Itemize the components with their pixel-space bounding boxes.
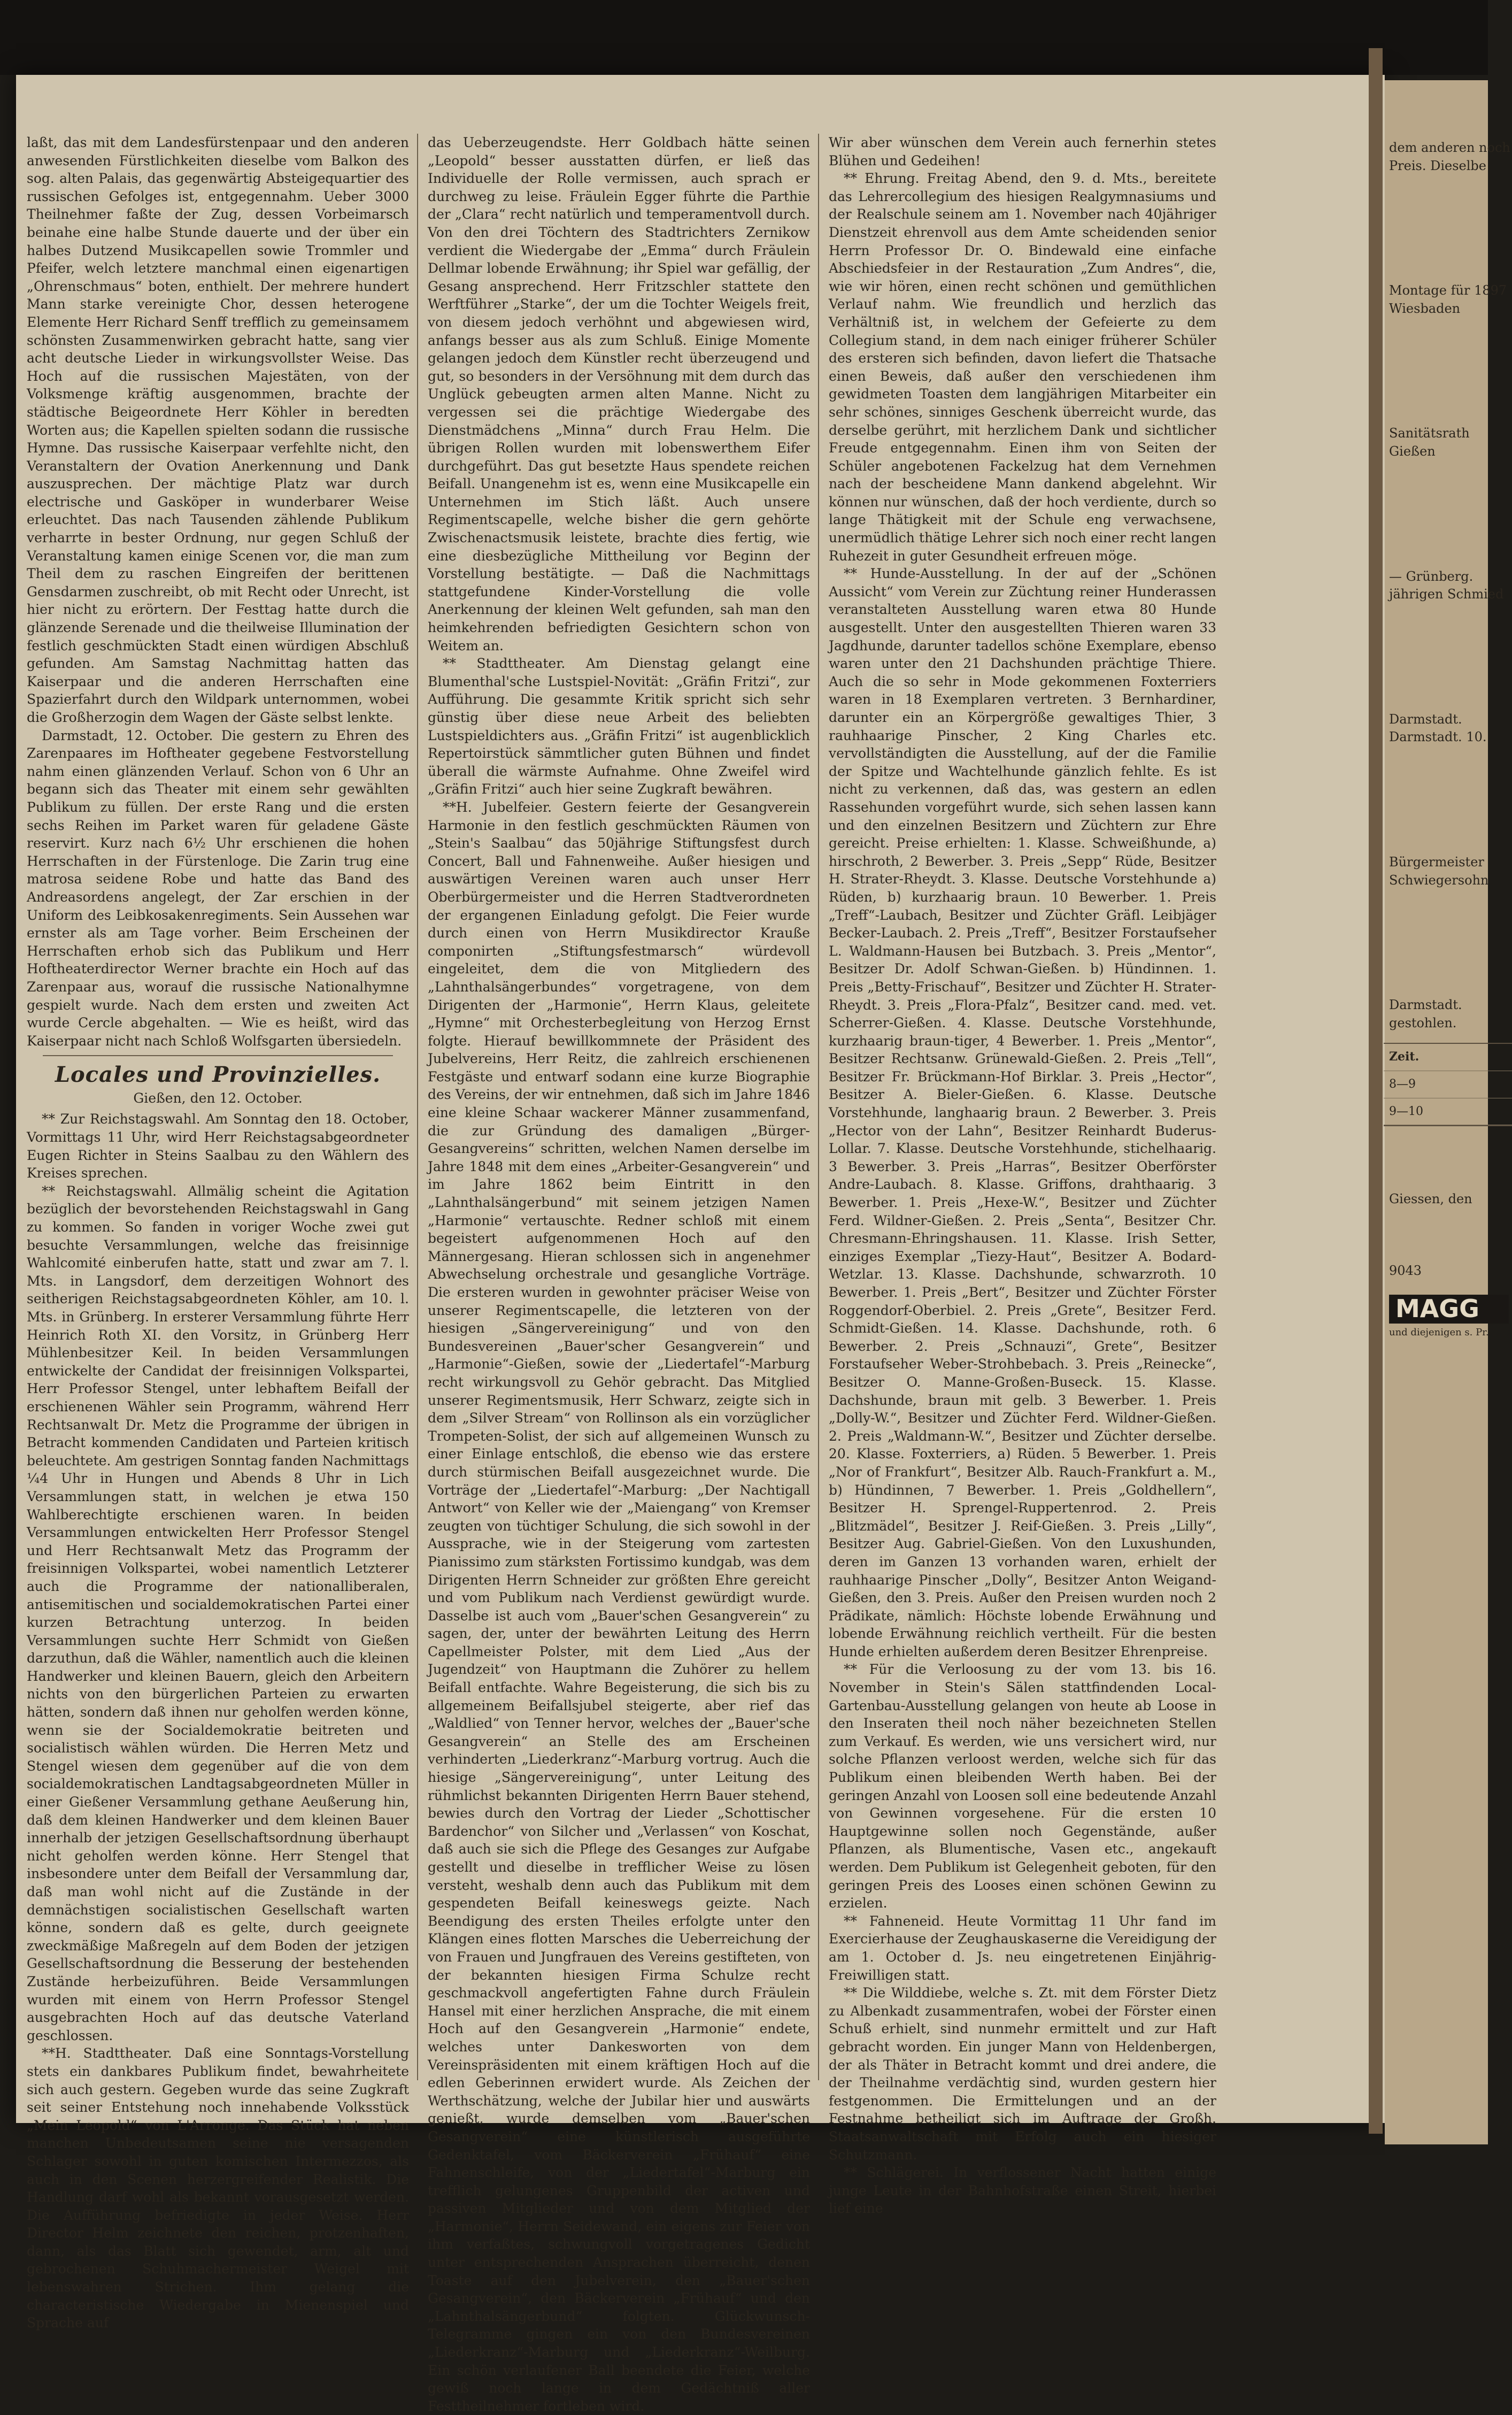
- table-row: 8—9: [1384, 1071, 1512, 1098]
- adjacent-line: Schwiegersohn: [1389, 872, 1489, 888]
- article-schlaegerei: ** Schlägerei. In verflossener Nacht hatten einige junge Leute in der Bahnhofstraße einen Streit, hierbei lief eine: [829, 2165, 1216, 2217]
- adjacent-line: — Grünberg.: [1389, 568, 1474, 584]
- article-darmstadt-festvorstellung: Darmstadt, 12. October. Die gestern zu Ehren des Zarenpaares im Hoftheater gegebene Festvorstellung nahm einen glänzenden Verlauf. Schon von 6 Uhr an begann sich das Theater mit einem sehr gewählten Publikum zu füllen. Der erste Rang und die ersten sechs Reihen im Parket waren für geladene Gäste reservirt. Kurz nach 6½ Uhr erschienen die hohen Herrschaften in der Fürstenloge. Die Zarin trug eine matrosa seidene Robe und hatte das Band des Andreasordens angelegt, der Zar erschien in der Uniform des Leibkosakenregiments. Sein Aussehen war ernster als am Tage vorher. Beim Erscheinen der Herrschaften erhob sich das Publikum und Herr Hoftheaterdirector Werner brachte ein Hoch auf das Zarenpaar aus, worauf die russische Nationalhymne gespielt wurde. Nach dem ersten und zweiten Act wurde Cercle abgehalten. — Wie es heißt, wird das Kaiserpaar nicht nach Schloß Wolfsgarten übersiedeln.: [27, 727, 409, 1049]
- article-hunde-ausstellung: ** Hunde-Ausstellung. In der auf der „Schönen Aussicht“ vom Verein zur Züchtung reiner Hunderassen veranstalteten Ausstellung waren etwa 80 Hunde ausgestellt. Unter den ausgestellten Thieren waren 33 Jagdhunde, darunter tadellos schöne Exemplare, ebenso waren unter den 21 Dachshunden prächtige Thiere. Auch die so sehr in Mode gekommenen Foxterriers waren in 18 Exemplaren vertreten. 3 Bernhardiner, darunter ein an Körpergröße gewaltiges Thier, 3 rauhhaarige Pinscher, 2 King Charles etc. vervollständigten die Ausstellung, auf der die Familie der Spitze und Wachtelhunde gänzlich fehlte. Es ist nicht zu verkennen, daß das, was gestern an edlen Rassehunden vorgeführt wurde, sich sehen lassen kann und den einzelnen Besitzern und Züchtern zur Ehre gereicht. Preise erhielten: 1. Klasse. Schweißhunde, a) hirschroth, 2 Bewerber. 3. Preis „Sepp“ Rüde, Besitzer H. Strater-Rheydt. 3. Klasse. Deutsche Vorstehhunde a) Rüden, b) kurzhaarig braun. 10 Bewerber. 1. Preis „Treff“-Laubach, Besitzer und Züchter Gräfl. Leibjäger Becker-Laubach. 2. Preis „Treff“, Besitzer Forstaufseher L. Waldmann-Hausen bei Butzbach. 3. Preis „Mentor“, Besitzer Dr. Adolf Schwan-Gießen. b) Hündinnen. 1. Preis „Betty-Frischauf“, Besitzer und Züchter H. Strater-Rheydt. 3. Preis „Flora-Pfalz“, Besitzer cand. med. vet. Scherrer-Gießen. 4. Klasse. Deutsche Vorstehhunde, kurzhaarig braun-tiger, 4 Bewerber. 1. Preis „Mentor“, Besitzer Rechtsanw. Grünewald-Gießen. 2. Preis „Tell“, Besitzer Fr. Brückmann-Hof Birklar. 3. Preis „Hector“, Besitzer A. Bieler-Gießen. 6. Klasse. Deutsche Vorstehhunde, langhaarig braun. 2 Bewerber. 3. Preis „Hector von der Lahn“, Besitzer Reinhardt Buderus-Lollar. 7. Klasse. Deutsche Vorstehhunde, stichelhaarig. 3 Bewerber. 3. Preis „Harras“, Besitzer Oberförster Andre-Laubach. 8. Klasse. Griffons, drahthaarig. 3 Bewerber. 1. Preis „Hexe-W.“, Besitzer und Züchter Ferd. Wildner-Gießen. 2. Preis „Senta“, Besitzer Chr. Chresmann-Ehringshausen. 11. Klasse. Irish Setter, einziges Exemplar „Tiezy-Haut“, Besitzer A. Bodard-Wetzlar. 13. Klasse. Dachshunde, schwarzroth. 10 Bewerber. 1. Preis „Bert“, Besitzer und Züchter Förster Roggendorf-Oberbiel. 2. Preis „Grete“, Besitzer Ferd. Schmidt-Gießen. 14. Klasse. Dachshunde, roth. 6 Bewerber. 2. Preis „Schnauzi“, Grete“, Besitzer Forstaufseher Weber-Strohbebach. 3. Preis „Reinecke“, Besitzer O. Manne-Großen-Buseck. 15. Klasse. Dachshunde, braun mit gelb. 3 Bewerber. 1. Preis „Dolly-W.“, Besitzer und Züchter Ferd. Wildner-Gießen. 2. Preis „Waldmann-W.“, Besitzer und Züchter derselbe. 20. Klasse. Foxterriers, a) Rüden. 5 Bewerber. 1. Preis „Nor of Frankfurt“, Besitzer Alb. Rauch-Frankfurt a. M., b) Hündinnen, 7 Bewerber. 1. Preis „Goldhellern“, Besitzer H. Sprengel-Ruppertenrod. 2. Preis „Blitzmädel“, Besitzer J. Reif-Gießen. 3. Preis „Lilly“, Besitzer Aug. Gabriel-Gießen. Von den Luxushunden, deren im Ganzen 13 vorhanden waren, erhielt der rauhhaarige Pinscher „Dolly“, Besitzer Anton Weigand-Gießen, den 3. Preis. Außer den Preisen wurden noch 2 Prädikate, nämlich: Höchste lobende Erwähnung und lobende Erwähnung reichlich vertheilt. Für die besten Hunde erhielten außerdem deren Besitzer Ehrenpreise.: [829, 566, 1216, 1659]
- adjacent-page: [1385, 80, 1510, 2144]
- column-rule: [818, 134, 819, 2080]
- column-2: [428, 134, 810, 2415]
- table-row: 9—10: [1384, 1098, 1512, 1126]
- brand-advertisement: MAGG: [1389, 1295, 1509, 1324]
- article-stadttheater-leopold: **H. Stadttheater. Daß eine Sonntags-Vorstellung stets ein dankbares Publikum findet, bewahrheitete sich auch gestern. Gegeben wurde das seine Zugkraft seit seiner Entstehung noch innehabende Volksstück „Mein Leopold“ von L'Arronge. Das Stück hat neben manchen Unbedeutsamen seine nie versagenden Schlager sowohl in guten komischen Intermezzos, als auch in den Scenen herzergreifender Realistik. Die Handlung darf wohl als bekannt vorausgesetzt werden. Die Aufführung befriedigte in jeder Weise. Herr Director Helm zeichnete den reichen, protzenhaften, dann, als das Blatt sich gewendet, arm, alt und gebrochenen Schuhmachermeister Weigel mit lebenswahren Strichen. Ihm gelang die characteristische Wiedergabe in Mienenspiel und Sprache auf: [27, 2045, 409, 2331]
- brand-subtitle: und diejenigen s. Pr.: [1389, 1326, 1489, 1338]
- adjacent-line: Darmstadt.: [1389, 997, 1462, 1013]
- footnote-number: 9043: [1389, 1263, 1422, 1278]
- adjacent-line: jährigen Schmied: [1389, 587, 1504, 602]
- adjacent-line: Giessen, den: [1389, 1191, 1472, 1207]
- book-gutter: [1369, 48, 1383, 2134]
- column-rule: [417, 134, 418, 2080]
- adjacent-page-text: [1389, 139, 1510, 1341]
- table-header: Zeit.: [1384, 1044, 1512, 1071]
- article-reichstagswahl-notice: ** Zur Reichstagswahl. Am Sonntag den 18. October, Vormittags 11 Uhr, wird Herr Reichstagsabgeordneter Eugen Richter in Steins Saalbau zu den Wählern des Kreises sprechen.: [27, 1111, 409, 1181]
- adjacent-line: Gießen: [1389, 443, 1436, 459]
- newspaper-page: [16, 75, 1385, 2414]
- article-theater-continued: das Ueberzeugendste. Herr Goldbach hätte seinen „Leopold“ besser ausstatten dürfen, er ließ das Individuelle der Rolle vermissen, auch sprach er durchweg zu leise. Fräulein Egger führte die Parthie der „Clara“ recht natürlich und temperamentvoll durch. Von den drei Töchtern des Stadtrichters Zernikow verdient die Wiedergabe der „Emma“ durch Fräulein Dellmar lobende Erwähnung; ihr Spiel war gefällig, der Gesang ansprechend. Herr Fritzschler stattete den Werftführer „Starke“, der um die Tochter Weigels freit, von diesem jedoch verhöhnt und abgewiesen wird, anfangs besser aus als zum Schluß. Einige Momente gelangen jedoch dem Künstler recht überzeugend und gut, so besonders in der Versöhnung mit dem durch das Unglück gebeugten armen alten Manne. Nicht zu vergessen sei die prächtige Wiedergabe des Dienstmädchens „Minna“ durch Frau Helm. Die übrigen Rollen wurden mit lobenswerthem Eifer durchgeführt. Das gut besetzte Haus spendete reichen Beifall. Unangenehm ist es, wenn eine Musikcapelle ein Unternehmen im Stich läßt. Auch unsere Regimentscapelle, welche bisher die gern gehörte Zwischenactsmusik leistete, brachte dies fertig, wie eine diesbezügliche Mittheilung vor Beginn der Vorstellung bestätigte. — Daß die Nachmittags stattgefundene Kinder-Vorstellung die volle Anerkennung der kleinen Welt gefunden, sah man den heimkehrenden befriedigten Gesichtern schon von Weitem an.: [428, 135, 810, 653]
- article-wilddiebe: ** Die Wilddiebe, welche s. Zt. mit dem Förster Dietz zu Albenkadt zusammentrafen, wobei der Förster einen Schuß erhielt, sind nunmehr ermittelt und zur Haft gebracht worden. Ein junger Mann von Heldenbergen, der als Thäter in Betracht kommt und drei andere, die der Theilnahme verdächtig sind, wurden gestern hier festgenommen. Die Ermittelungen und an der Festnahme betheiligt sich im Auftrage der Großh. Staatsanwaltschaft mit Erfolg auch ein hiesiger Schutzmann.: [829, 1985, 1216, 2163]
- article-zar-serenade: laßt, das mit dem Landesfürstenpaar und den anderen anwesenden Fürstlichkeiten dieselbe vom Balkon des sog. alten Palais, das gegenwärtig Absteigequartier des russischen Gefolges ist, entgegennahm. Ueber 3000 Theilnehmer faßte der Zug, dessen Vorbeimarsch beinahe eine halbe Stunde dauerte und der über ein halbes Dutzend Musikcapellen sowie Trommler und Pfeifer, welch letztere manchmal einen eigenartigen „Ohrenschmaus“ boten, enthielt. Der mehrere hundert Mann starke vereinigte Chor, dessen heterogene Elemente Herr Richard Senff trefflich zu gemeinsamem schönsten Zusammenwirken gebracht hatte, sang vier acht deutsche Lieder in wirkungsvollster Weise. Das Hoch auf die russischen Majestäten, von der Volksmenge kräftig ausgenommen, brachte der städtische Beigeordnete Herr Köhler in beredten Worten aus; die Kapellen spielten sodann die russische Hymne. Das russische Kaiserpaar verfehlte nicht, den Veranstaltern der Ovation Anerkennung und Dank auszusprechen. Der mächtige Platz war durch electrische und Gasköper in wunderbarer Weise erleuchtet. Das nach Tausenden zählende Publikum verharrte in bester Ordnung, nur gegen Schluß der Veranstaltung kamen einige Scenen vor, die man zum Theil dem zu raschen Eingreifen der berittenen Gensdarmen zuschreibt, ob mit Recht oder Unrecht, ist hier nicht zu erörtern. Der Festtag hatte durch die glänzende Serenade und die theilweise Illumination der festlich geschmückten Stadt einen würdigen Abschluß gefunden. Am Samstag Nachmittag hatten das Kaiserpaar und die anderen Herrschaften eine Spazierfahrt durch den Wildpark unternommen, wobei die Großherzogin dem Wagen der Gäste selbst lenkte.: [27, 135, 409, 725]
- article-ehrung: ** Ehrung. Freitag Abend, den 9. d. Mts., bereitete das Lehrercollegium des hiesigen Realgymnasiums und der Realschule seinem am 1. November nach 40jähriger Dienstzeit ehrenvoll aus dem Amte scheidenden senior Herrn Professor Dr. O. Bindewald eine einfache Abschiedsfeier in der Restauration „Zum Andres“, die, wie wir hören, einen recht schönen und gemüthlichen Verlauf nahm. Wie freundlich und herzlich das Verhältniß ist, in welchem der Gefeierte zu dem Collegium stand, in dem nach einiger früherer Schüler des ersteren sich befinden, davon liefert die Thatsache einen Beweis, daß außer den verschiedenen ihm gewidmeten Toasten dem langjährigen Mitarbeiter ein sehr schönes, sinniges Geschenk überreicht wurde, das derselbe gerührt, mit herzlichem Dank und sichtlicher Freude entgegennahm. Einen ihm von Seiten der Schüler angebotenen Fackelzug hat dem Vernehmen nach der bescheidene Mann dankend abgelehnt. Wir können nur wünschen, daß der hoch verdiente, durch so lange Thätigkeit mit der Schule eng verwachsene, unermüdlich thätige Lehrer sich noch einer recht langen Ruhezeit in guter Gesundheit erfreuen möge.: [829, 171, 1216, 564]
- dateline: Gießen, den 12. October.: [133, 1090, 303, 1106]
- article-stadttheater-graefin-fritzi: ** Stadttheater. Am Dienstag gelangt eine Blumenthal'sche Lustspiel-Novität: „Gräfin Fritzi“, zur Aufführung. Die gesammte Kritik spricht sich sehr günstig über diese neue Arbeit des beliebten Lustspieldichters aus. „Gräfin Fritzi“ ist augenblicklich Repertoirstück sämmtlicher guten Bühnen und findet überall die wärmste Aufnahme. Ohne Zweifel wird „Gräfin Fritzi“ auch hier seine Zugkraft bewähren.: [428, 656, 810, 797]
- adjacent-line: Preis. Dieselbe: [1389, 158, 1486, 173]
- schedule-table: [1384, 1043, 1512, 1126]
- scan-top-border: [0, 0, 1488, 75]
- adjacent-line: Darmstadt. 10.: [1389, 729, 1487, 745]
- article-jubelfeier: **H. Jubelfeier. Gestern feierte der Gesangverein Harmonie in den festlich geschmückten Räumen von „Stein's Saalbau“ das 50jährige Stiftungsfest durch Concert, Ball und Fahnenweihe. Außer hiesigen und auswärtigen Vereinen waren auch unser Herr Oberbürgermeister und die Herren Stadtverordneten der ergangenen Einladung gefolgt. Die Feier wurde durch einen von Herrn Musikdirector Krauße componirten „Stiftungsfestmarsch“ würdevoll eingeleitet, dem die von Mitgliedern des „Lahnthalsängerbundes“ vorgetragene, von dem Dirigenten der „Harmonie“, Herrn Klaus, geleitete „Hymne“ mit Orchesterbegleitung von Herzog Ernst folgte. Hierauf bewillkommnete der Präsident des Jubelvereins, Herr Reitz, die zahlreich erschienenen Festgäste und entwarf sodann eine kurze Biographie des Vereins, der wir entnehmen, daß sich im Jahre 1846 eine kleine Schaar wackerer Männer zusammenfand, die zur Gründung des damaligen „Bürger-Gesangvereins“ schritten, welchen Namen derselbe im Jahre 1848 mit dem eines „Arbeiter-Gesangverein“ und im Jahre 1862 beim Eintritt in den „Lahnthalsängerbund“ mit seinem jetzigen Namen „Harmonie“ vertauschte. Redner schloß mit einem begeistert aufgenommenen Hoch auf den Männergesang. Hieran schlossen sich in angenehmer Abwechselung orchestrale und gesangliche Vorträge. Die ersteren wurden in gewohnter präciser Weise von unserer Regimentscapelle, die letzteren von der hiesigen „Sängervereinigung“ und von den Bundesvereinen „Bauer'scher Gesangverein“ und „Harmonie“-Gießen, sowie der „Liedertafel“-Marburg recht wirkungsvoll zu Gehör gebracht. Das Mitglied unserer Regimentsmusik, Herr Schwarz, zeigte sich in dem „Silver Stream“ von Rollinson als ein vorzüglicher Trompeten-Solist, der sich auf allgemeinen Wunsch zu einer Einlage entschloß, die ebenso wie das erstere durch stürmischen Beifall ausgezeichnet wurde. Die Vorträge der „Liedertafel“-Marburg: „Der Nachtigall Antwort“ von Keller wie der „Maiengang“ von Kremser zeugten von tüchtiger Schulung, die sich sowohl in der Aussprache, wie in der Steigerung vom zartesten Pianissimo zum stärksten Fortissimo kundgab, was dem Dirigenten Herrn Schneider zur größten Ehre gereicht und vom Publikum nach Verdienst gewürdigt wurde. Dasselbe ist auch vom „Bauer'schen Gesangverein“ zu sagen, der, unter der bewährten Leitung des Herrn Capellmeister Polster, mit dem Lied „Aus der Jugendzeit“ von Hauptmann die Zuhörer zu hellem Beifall entfachte. Wahre Begeisterung, die sich bis zu allgemeinem Beifallsjubel steigerte, aber rief das „Waldlied“ von Tenner hervor, welches der „Bauer'sche Gesangverein“ an Stelle des am Erscheinen verhinderten „Liederkranz“-Marburg vortrug. Auch die hiesige „Sängervereinigung“, unter Leitung des rühmlichst bekannten Dirigenten Herrn Bauer stehend, bewies durch den Vortrag der Lieder „Schottischer Bardenchor“ von Silcher und „Verlassen“ von Koschat, daß auch sie sich die Pflege des Gesanges zur Aufgabe gestellt und dieselbe in trefflicher Weise zu lösen versteht, weshalb denn auch das Publikum mit dem gespendeten Beifall keineswegs geizte. Nach Beendigung des ersten Theiles erfolgte unter den Klängen eines flotten Marsches die Ueberreichung der von Frauen und Jungfrauen des Vereins gestifteten, von der bekannten hiesigen Firma Schulze recht geschmackvoll angefertigten Fahne durch Fräulein Hansel mit einer herzlichen Ansprache, die mit einem Hoch auf den Gesangverein „Harmonie“ endete, welches unter Dankesworten von dem Vereinspräsidenten mit einem kräftigen Hoch auf die edlen Geberinnen erwidert wurde. Als Zeichen der Werthschätzung, welche der Jubilar hier und auswärts genießt, wurde demselben vom „Bauer'schen Gesangverein“ eine künstlerisch ausgeführte Gedenktafel, vom Bäckerverein „Frühauf“ eine Fahnenschleife, von der „Liedertafel“-Marburg ein trefflich gelungenes Gruppenbild der activen und passiven Mitglieder und von dem Mitglied der „Harmonie“, Herrn Seidewand, ein eigens zur Feier von ihm verfaßtes, schwungvoll vorgetragenes Gedicht unter entsprechenden Ansprachen überreicht, denen Toaste auf den Jubelverein, den „Bauer'schen Gesangverein“, den Bäckerverein „Frühauf“ und den „Lahnthalsängerbund“ folgten. Glückwunsch-Telegramme gingen ein von den Bundesvereinen „Liederkranz“-Marburg und „Liederkranz“-Weilburg. Ein schön verlaufener Ball beendete die Feier, welche gewiß noch lange in dem Gedächtniß aller Festtheilnehmer fortleben wird.: [428, 799, 810, 2414]
- column-1: [27, 134, 409, 2332]
- article-jubelfeier-end: Wir aber wünschen dem Verein auch fernerhin stetes Blühen und Gedeihen!: [829, 135, 1216, 168]
- article-verloosung: ** Für die Verloosung zu der vom 13. bis 16. November in Stein's Sälen stattfindenden Local-Gartenbau-Ausstellung gelangen von heute ab Loose in den Inseraten theil noch näher bezeichneten Stellen zum Verkauf. Es werden, wie uns versichert wird, nur solche Pflanzen verloost werden, welche sich für das Publikum einen bleibenden Werth haben. Bei der geringen Anzahl von Loosen soll eine bedeutende Anzahl von Gewinnen vorgesehene. Für die ersten 10 Hauptgewinne sollen noch Gegenstände, außer Pflanzen, als Blumentische, Vasen etc., angekauft werden. Dem Publikum ist Gelegenheit geboten, für den geringen Preis des Looses einen schönen Gewinn zu erzielen.: [829, 1662, 1216, 1911]
- section-title: Locales und Provinzielles.: [55, 1062, 381, 1088]
- adjacent-line: Wiesbaden: [1389, 301, 1461, 316]
- section-divider: [43, 1055, 393, 1056]
- adjacent-line: gestohlen.: [1389, 1015, 1457, 1030]
- article-fahneneid: ** Fahneneid. Heute Vormittag 11 Uhr fand im Exercierhause der Zeughauskaserne die Vereidigung der am 1. October d. Js. neu eingetretenen Einjährig-Freiwilligen statt.: [829, 1913, 1216, 1983]
- adjacent-line: dem anderen noch: [1389, 140, 1510, 155]
- adjacent-line: Sanitätsrath: [1389, 426, 1470, 441]
- adjacent-line: Bürgermeister: [1389, 854, 1484, 870]
- adjacent-line: Montage für 1897: [1389, 283, 1507, 298]
- article-reichstagswahl: ** Reichstagswahl. Allmälig scheint die Agitation bezüglich der bevorstehenden Reichstagswahl in Gang zu kommen. So fanden in voriger Woche zwei gut besuchte Versammlungen, welche das freisinnige Wahlcomité einberufen hatte, statt und zwar am 7. l. Mts. in Langsdorf, dem derzeitigen Wohnort des seitherigen Reichstagsabgeordneten Köhler, am 10. l. Mts. in Grünberg. In ersterer Versammlung führte Herr Heinrich Roth XI. den Vorsitz, in Grünberg Herr Mühlenbesitzer Keil. In beiden Versammlungen entwickelte der Candidat der freisinnigen Volkspartei, Herr Professor Stengel, unter lebhaftem Beifall der erschienenen Wähler sein Programm, während Herr Rechtsanwalt Dr. Metz die Programme der übrigen in Betracht kommenden Candidaten und Parteien kritisch beleuchtete. Am gestrigen Sonntag fanden Nachmittags ¼4 Uhr in Hungen und Abends 8 Uhr in Lich Versammlungen statt, in welchen je etwa 150 Wahlberechtigte erschienen waren. In beiden Versammlungen entwickelten Herr Professor Stengel und Herr Rechtsanwalt Metz das Programm der freisinnigen Volkspartei, wobei namentlich Letzterer auch die Programme der nationalliberalen, antisemitischen und socialdemokratischen Partei einer kurzen Betrachtung unterzog. In beiden Versammlungen suchte Herr Schmidt von Gießen darzuthun, daß die Wähler, namentlich auch die kleinen Handwerker und kleinen Bauern, gleich den Arbeitern nichts von den bürgerlichen Parteien zu erwarten hätten, sondern daß ihnen nur geholfen werden könne, wenn sie der Socialdemokratie beitreten und socialistisch wählen würden. Die Herren Metz und Stengel wiesen dem gegenüber auf die von dem socialdemokratischen Landtagsabgeordneten Müller in einer Gießener Versammlung gethane Aeußerung hin, daß dem kleinen Handwerker und dem kleinen Bauer innerhalb der jetzigen Gesellschaftsordnung überhaupt nicht geholfen werden könne. Herr Stengel that insbesondere unter dem Beifall der Versammlung dar, daß man wohl nicht auf die Zustände in der demnächstigen socialistischen Gesellschaft warten könne, sondern daß es gelte, durch geeignete zweckmäßige Maßregeln auf dem Boden der jetzigen Gesellschaftsordnung die Besserung der bestehenden Zustände herbeizuführen. Beide Versammlungen wurden mit einem von Herrn Professor Stengel ausgebrachten Hoch auf das deutsche Vaterland geschlossen.: [27, 1183, 409, 2043]
- adjacent-line: Darmstadt.: [1389, 711, 1462, 727]
- column-3: [829, 134, 1216, 2218]
